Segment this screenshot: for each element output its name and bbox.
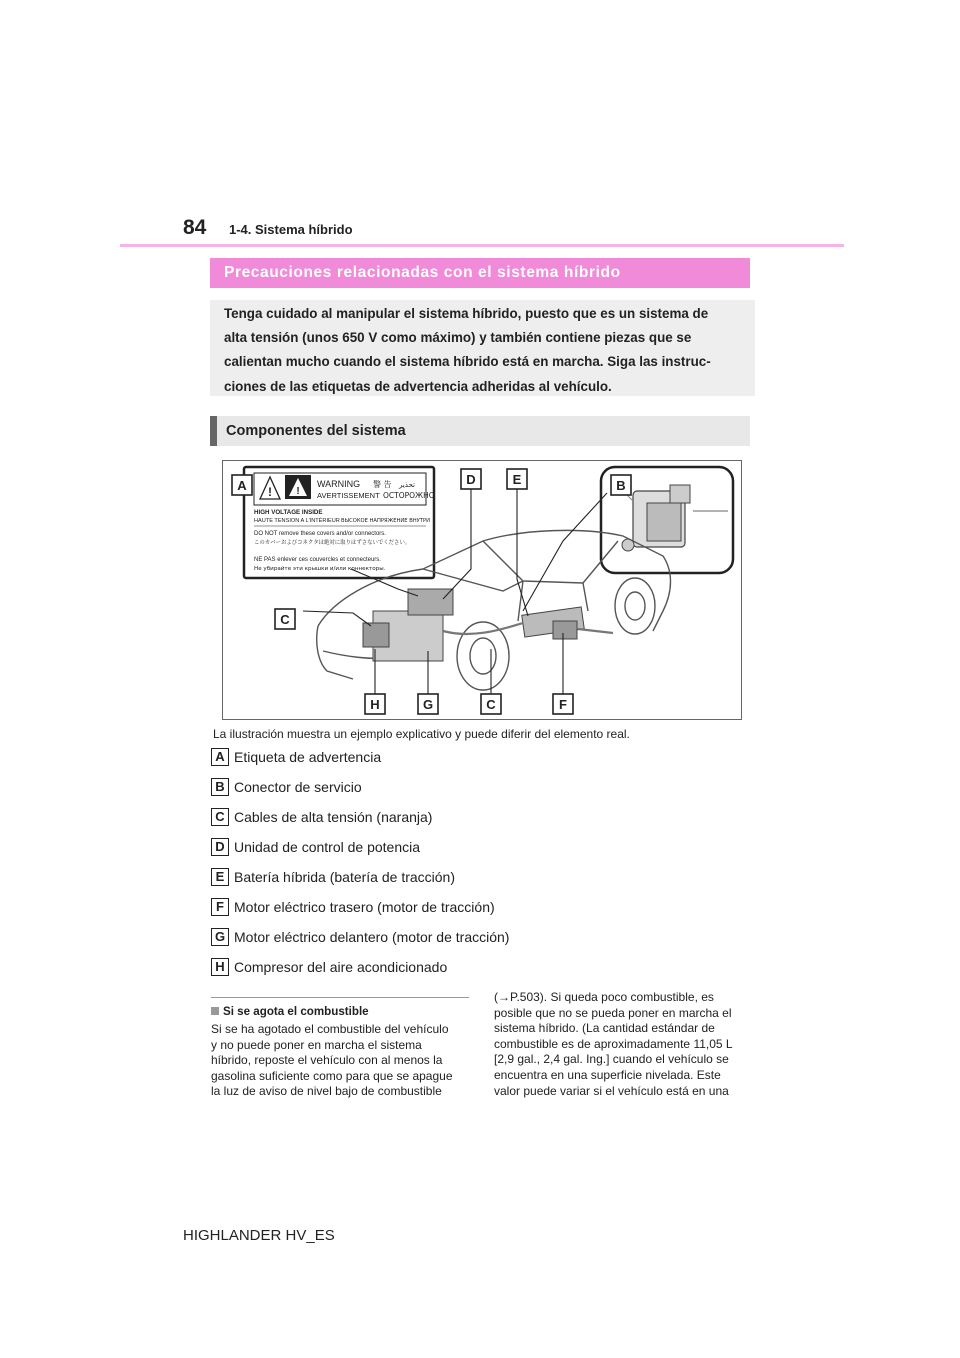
label-ru-line: Не убирайте эти крышки и/или коннекторы. xyxy=(254,566,386,572)
callout-label: F xyxy=(559,697,567,712)
label-ne-pas: NE PAS enlever ces couvercles et connecteurs. xyxy=(254,557,381,563)
callout-label: C xyxy=(486,697,496,712)
footer-model: HIGHLANDER HV_ES xyxy=(183,1227,335,1244)
callout-E xyxy=(507,469,527,489)
legend-text: Motor eléctrico delantero (motor de tracción) xyxy=(234,929,510,945)
callout-G xyxy=(418,694,438,714)
callout-label: A xyxy=(237,478,247,493)
section-title: 1-4. Sistema híbrido xyxy=(229,222,353,237)
callout-label: D xyxy=(466,472,476,487)
components-figure xyxy=(222,460,742,720)
label-haute-tension: HAUTE TENSION A L'INTÉRIEUR xyxy=(254,518,340,524)
legend-badge: A xyxy=(211,748,229,766)
note-line: encuentra en una superficie nivelada. Este xyxy=(494,1067,721,1082)
note-line: la luz de aviso de nivel bajo de combustible xyxy=(211,1084,442,1099)
note-rule xyxy=(211,997,469,998)
note-line: sistema híbrido. (La cantidad estándar de xyxy=(494,1021,715,1036)
intro-line: alta tensión (unos 650 V como máximo) y también contiene piezas que se xyxy=(224,330,692,346)
callout-F xyxy=(553,694,573,714)
callout-label: E xyxy=(512,472,522,487)
svg-text:!: ! xyxy=(268,485,272,499)
page-number: 84 xyxy=(183,216,207,239)
callout-B xyxy=(611,475,631,495)
note-line: Si se ha agotado el combustible del vehículo xyxy=(211,1022,449,1036)
legend-text: Cables de alta tensión (naranja) xyxy=(234,809,433,825)
callout-label: H xyxy=(370,697,380,712)
label-do-not: DO NOT remove these covers and/or connectors. xyxy=(254,531,386,537)
warning-label-inset xyxy=(244,467,435,578)
intro-line: Tenga cuidado al manipular el sistema híbrido, puesto que es un sistema de xyxy=(224,306,709,321)
note-title xyxy=(211,1005,369,1018)
label-warning-ar: تحذير xyxy=(399,481,415,489)
callout-label: G xyxy=(422,697,434,712)
label-warning: WARNING xyxy=(317,479,361,489)
note-line: híbrido, reposte el vehículo con al menos la xyxy=(211,1053,443,1068)
legend-badge: F xyxy=(211,898,229,916)
label-avertissement: AVERTISSEMENT xyxy=(317,491,380,500)
label-jp-line: このカバーおよびコネクタは絶対に取りはずさないでください。 xyxy=(254,540,411,546)
engine-components xyxy=(363,589,613,661)
intro-line: ciones de las etiquetas de advertencia adheridas al vehículo. xyxy=(224,378,612,394)
legend-text: Unidad de control de potencia xyxy=(234,839,421,855)
note-right-column xyxy=(494,990,756,1099)
vehicle-illustration xyxy=(223,461,741,719)
callout-A xyxy=(232,475,252,495)
callout-D xyxy=(461,469,481,489)
heading-components: Componentes del sistema xyxy=(210,416,750,446)
header-rule xyxy=(120,244,844,247)
callout-label: B xyxy=(616,478,626,493)
note-line: (→P.503). Si queda poco combustible, es xyxy=(494,990,714,1004)
legend-badge: G xyxy=(211,928,229,946)
intro-line: calientan mucho cuando el sistema híbrido está en marcha. Siga las instruc- xyxy=(224,354,711,370)
legend-text: Motor eléctrico trasero (motor de tracción) xyxy=(234,899,495,915)
note-line: posible que no se pueda poner en marcha el xyxy=(494,1005,732,1020)
note-line: [2,9 gal., 2,4 gal. Ing.] cuando el vehículo se xyxy=(494,1052,729,1067)
callout-C-left xyxy=(275,609,295,629)
label-warning-jp: 警 告 xyxy=(373,480,392,489)
note-line: valor puede variar si el vehículo está en una xyxy=(494,1083,729,1098)
bullet-square-icon xyxy=(211,1007,219,1015)
note-line: gasolina suficiente como para que se apague xyxy=(211,1068,453,1083)
note-line: combustible es de aproximadamente 11,05 L xyxy=(494,1036,733,1051)
note-left-column xyxy=(211,1022,473,1100)
note-line: y no puede poner en marcha el sistema xyxy=(211,1037,422,1052)
callout-C-bottom xyxy=(481,694,501,714)
label-ru-voltage: ВЫСОКОЕ НАПРЯЖЕНИЕ ВНУТРИ xyxy=(341,518,430,524)
callout-H xyxy=(365,694,385,714)
legend-badge: H xyxy=(211,958,229,976)
legend-badge: C xyxy=(211,808,229,826)
legend-badge: D xyxy=(211,838,229,856)
intro-box xyxy=(210,300,755,396)
figure-caption: La ilustración muestra un ejemplo explicativo y puede diferir del elemento real. xyxy=(213,727,630,741)
label-ostorozhno: ОСТОРОЖНО xyxy=(383,491,435,500)
callout-label: C xyxy=(280,612,290,627)
legend-text: Conector de servicio xyxy=(234,779,362,795)
legend-text: Compresor del aire acondicionado xyxy=(234,959,448,975)
svg-text:!: ! xyxy=(296,486,300,497)
note-title-text: Si se agota el combustible xyxy=(223,1005,369,1018)
legend-text: Batería híbrida (batería de tracción) xyxy=(234,869,456,885)
heading-precautions: Precauciones relacionadas con el sistema híbrido xyxy=(210,258,750,288)
legend-badge: B xyxy=(211,778,229,796)
legend-text: Etiqueta de advertencia xyxy=(234,749,382,765)
legend-badge: E xyxy=(211,868,229,886)
label-high-voltage: HIGH VOLTAGE INSIDE xyxy=(254,509,323,516)
